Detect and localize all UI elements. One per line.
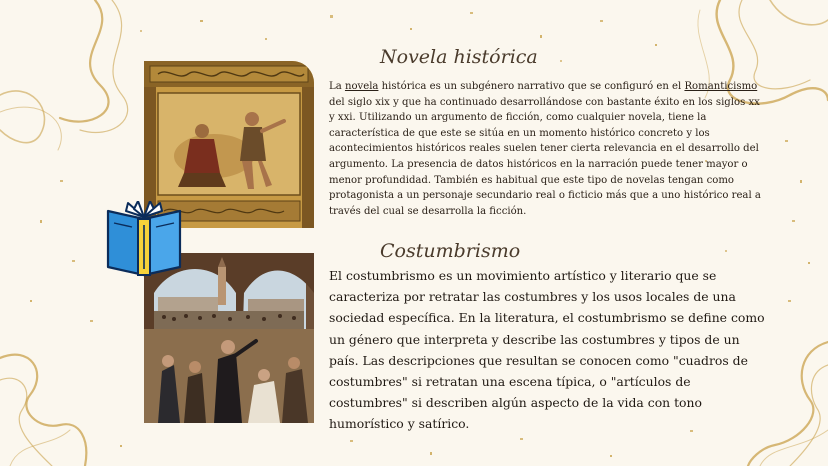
body-text: histórica es un subgénero narrativo que se configuró en el	[378, 81, 685, 92]
body-text: La	[329, 81, 345, 92]
section-title-costumbrismo: Costumbrismo	[380, 240, 521, 262]
section-body-costumbrismo: El costumbrismo es un movimiento artístico y literario que se caracteriza por retratar las costumbres y los usos locales de una sociedad específica. En la literatura, el costumbrismo se define como un género que interpreta y describe las costumbres y tipos de un país. Las descripciones que resultan se conocen como "cuadros de costumbres" si retratan una escena típica, o "artículos de costumbres" si describen algún aspecto de la vida con tono humorístico y satírico.	[329, 268, 765, 432]
novela-link[interactable]: novela	[344, 81, 379, 92]
section-title-novela-historica: Novela histórica	[380, 46, 538, 68]
open-book-icon	[104, 201, 184, 277]
body-text: del siglo xix y que ha continuado desarrollándose con bastante éxito en los siglos xx y xxi. Utilizando un argumento de ficción, como cualquier novela, tiene la característica de que este se sitúa en un momento histórico concreto y los acontecimientos históricos reales suelen tener cierta relevancia en el desarrollo del argumento. La presencia de datos históricos en la narración puede tener mayor o menor profundidad. También es habitual que este tipo de novelas tengan como protagonista a un personaje secundario real o ficticio más que a uno histórico real a través del cual se desarrolla la ficción.	[329, 96, 761, 217]
romanticismo-link[interactable]: Romanticismo	[684, 81, 758, 92]
costumbrista-painting-image	[144, 253, 314, 423]
section-body-novela-historica	[329, 79, 763, 219]
